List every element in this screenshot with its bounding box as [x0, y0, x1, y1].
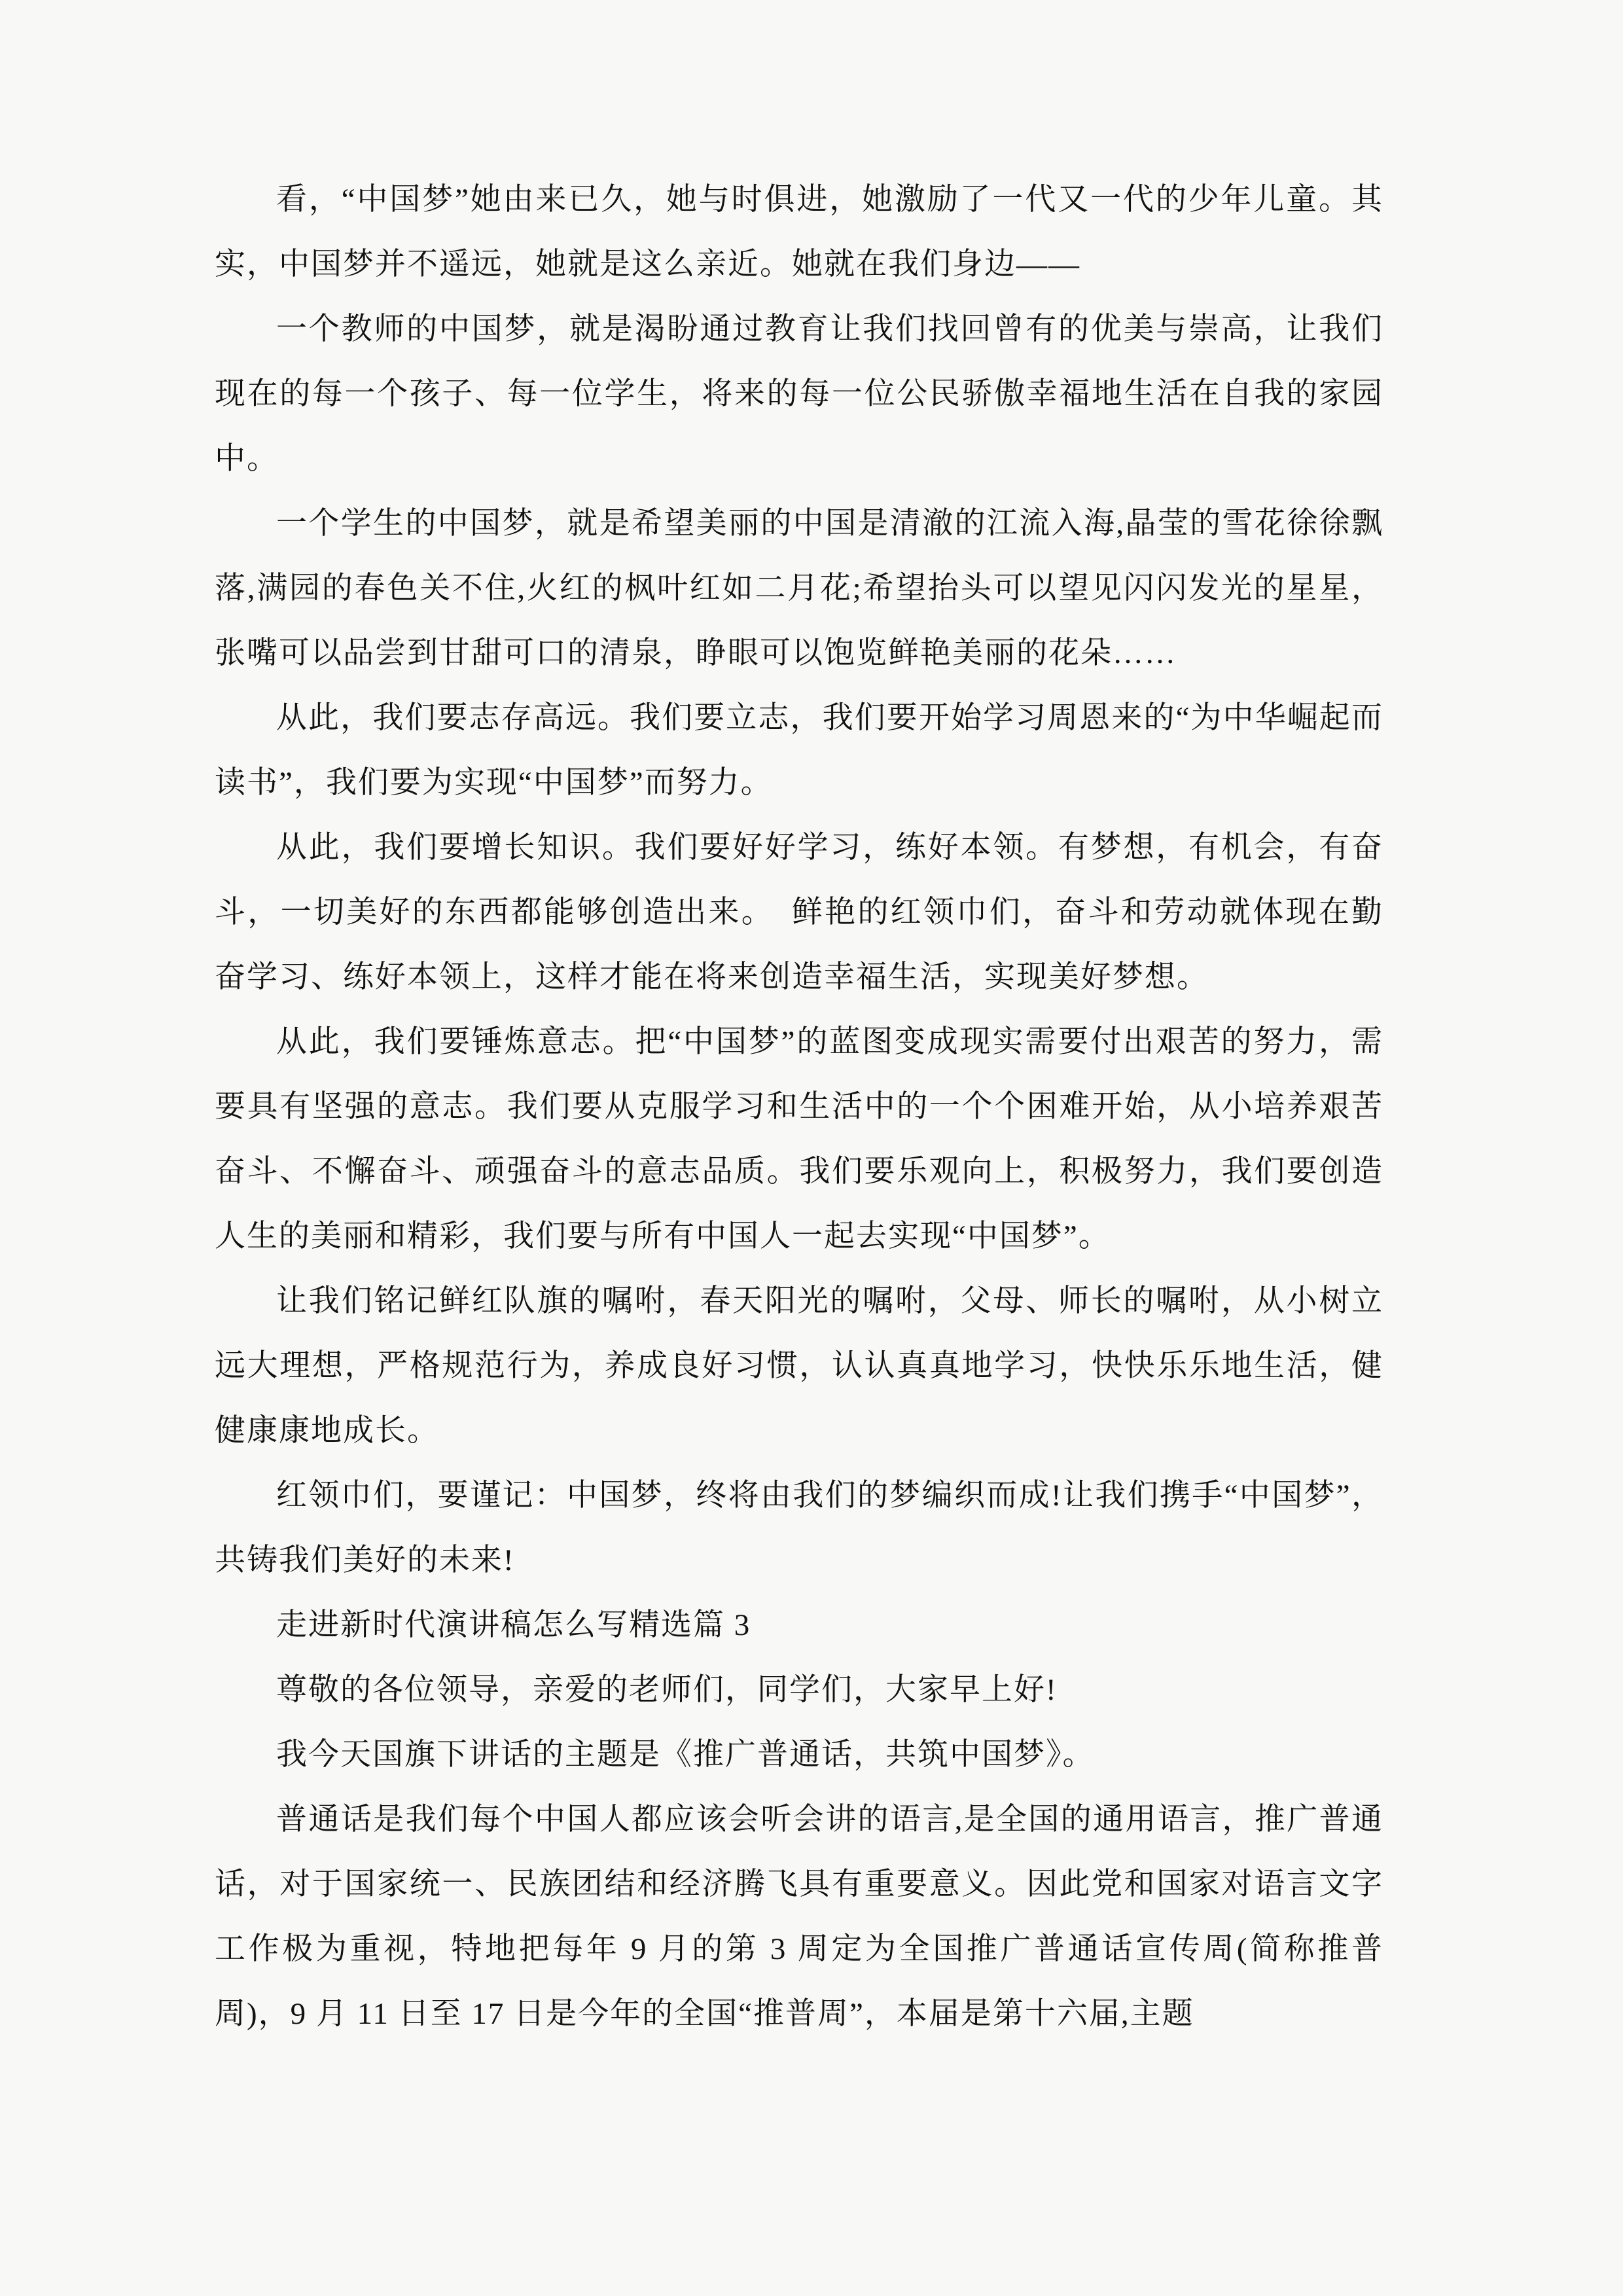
- paragraph: 一个教师的中国梦，就是渴盼通过教育让我们找回曾有的优美与崇高，让我们现在的每一个孩子、每一位学生，将来的每一位公民骄傲幸福地生活在自我的家园中。: [215, 312, 1383, 476]
- paragraph: 从此，我们要锤炼意志。把“中国梦”的蓝图变成现实需要付出艰苦的努力，需要具有坚强的意志。我们要从克服学习和生活中的一个个困难开始，从小培养艰苦奋斗、不懈奋斗、顽强奋斗的意志品质。我们要乐观向上，积极努力，我们要创造人生的美丽和精彩，我们要与所有中国人一起去实现“中国梦”。: [215, 1025, 1383, 1253]
- paragraph: 让我们铭记鲜红队旗的嘱咐，春天阳光的嘱咐，父母、师长的嘱咐，从小树立远大理想，严格规范行为，养成良好习惯，认认真真地学习，快快乐乐地生活，健健康康地成长。: [215, 1284, 1383, 1448]
- paragraph: 我今天国旗下讲话的主题是《推广普通话，共筑中国梦》。: [276, 1738, 1095, 1772]
- paragraph: 走进新时代演讲稿怎么写精选篇 3: [276, 1608, 751, 1642]
- paragraph: 普通话是我们每个中国人都应该会听会讲的语言,是全国的通用语言，推广普通话，对于国家统一、民族团结和经济腾飞具有重要意义。因此党和国家对语言文字工作极为重视，特地把每年 9 月的第 3 周定为全国推广普通话宣传周(简称推普周)，9 月 11 日至 17 日是今年的全国“推普周”，本届是第十六届,主题: [215, 1803, 1383, 2031]
- paragraph: 看，“中国梦”她由来已久，她与时俱进，她激励了一代又一代的少年儿童。其实，中国梦并不遥远，她就是这么亲近。她就在我们身边——: [215, 183, 1383, 281]
- paragraph: 从此，我们要增长知识。我们要好好学习，练好本领。有梦想，有机会，有奋斗，一切美好的东西都能够创造出来。 鲜艳的红领巾们，奋斗和劳动就体现在勤奋学习、练好本领上，这样才能在将来创造幸福生活，实现美好梦想。: [215, 831, 1383, 994]
- paragraph: 一个学生的中国梦，就是希望美丽的中国是清澈的江流入海,晶莹的雪花徐徐飘落,满园的春色关不住,火红的枫叶红如二月花;希望抬头可以望见闪闪发光的星星，张嘴可以品尝到甘甜可口的清泉，睁眼可以饱览鲜艳美丽的花朵……: [215, 507, 1383, 670]
- paragraph: 从此，我们要志存高远。我们要立志，我们要开始学习周恩来的“为中华崛起而读书”，我们要为实现“中国梦”而努力。: [215, 701, 1383, 800]
- paragraph: 红领巾们，要谨记：中国梦，终将由我们的梦编织而成!让我们携手“中国梦”，共铸我们美好的未来!: [215, 1479, 1383, 1577]
- document-body-text: [215, 168, 1383, 2047]
- paragraph: 尊敬的各位领导，亲爱的老师们，同学们，大家早上好!: [276, 1673, 1058, 1707]
